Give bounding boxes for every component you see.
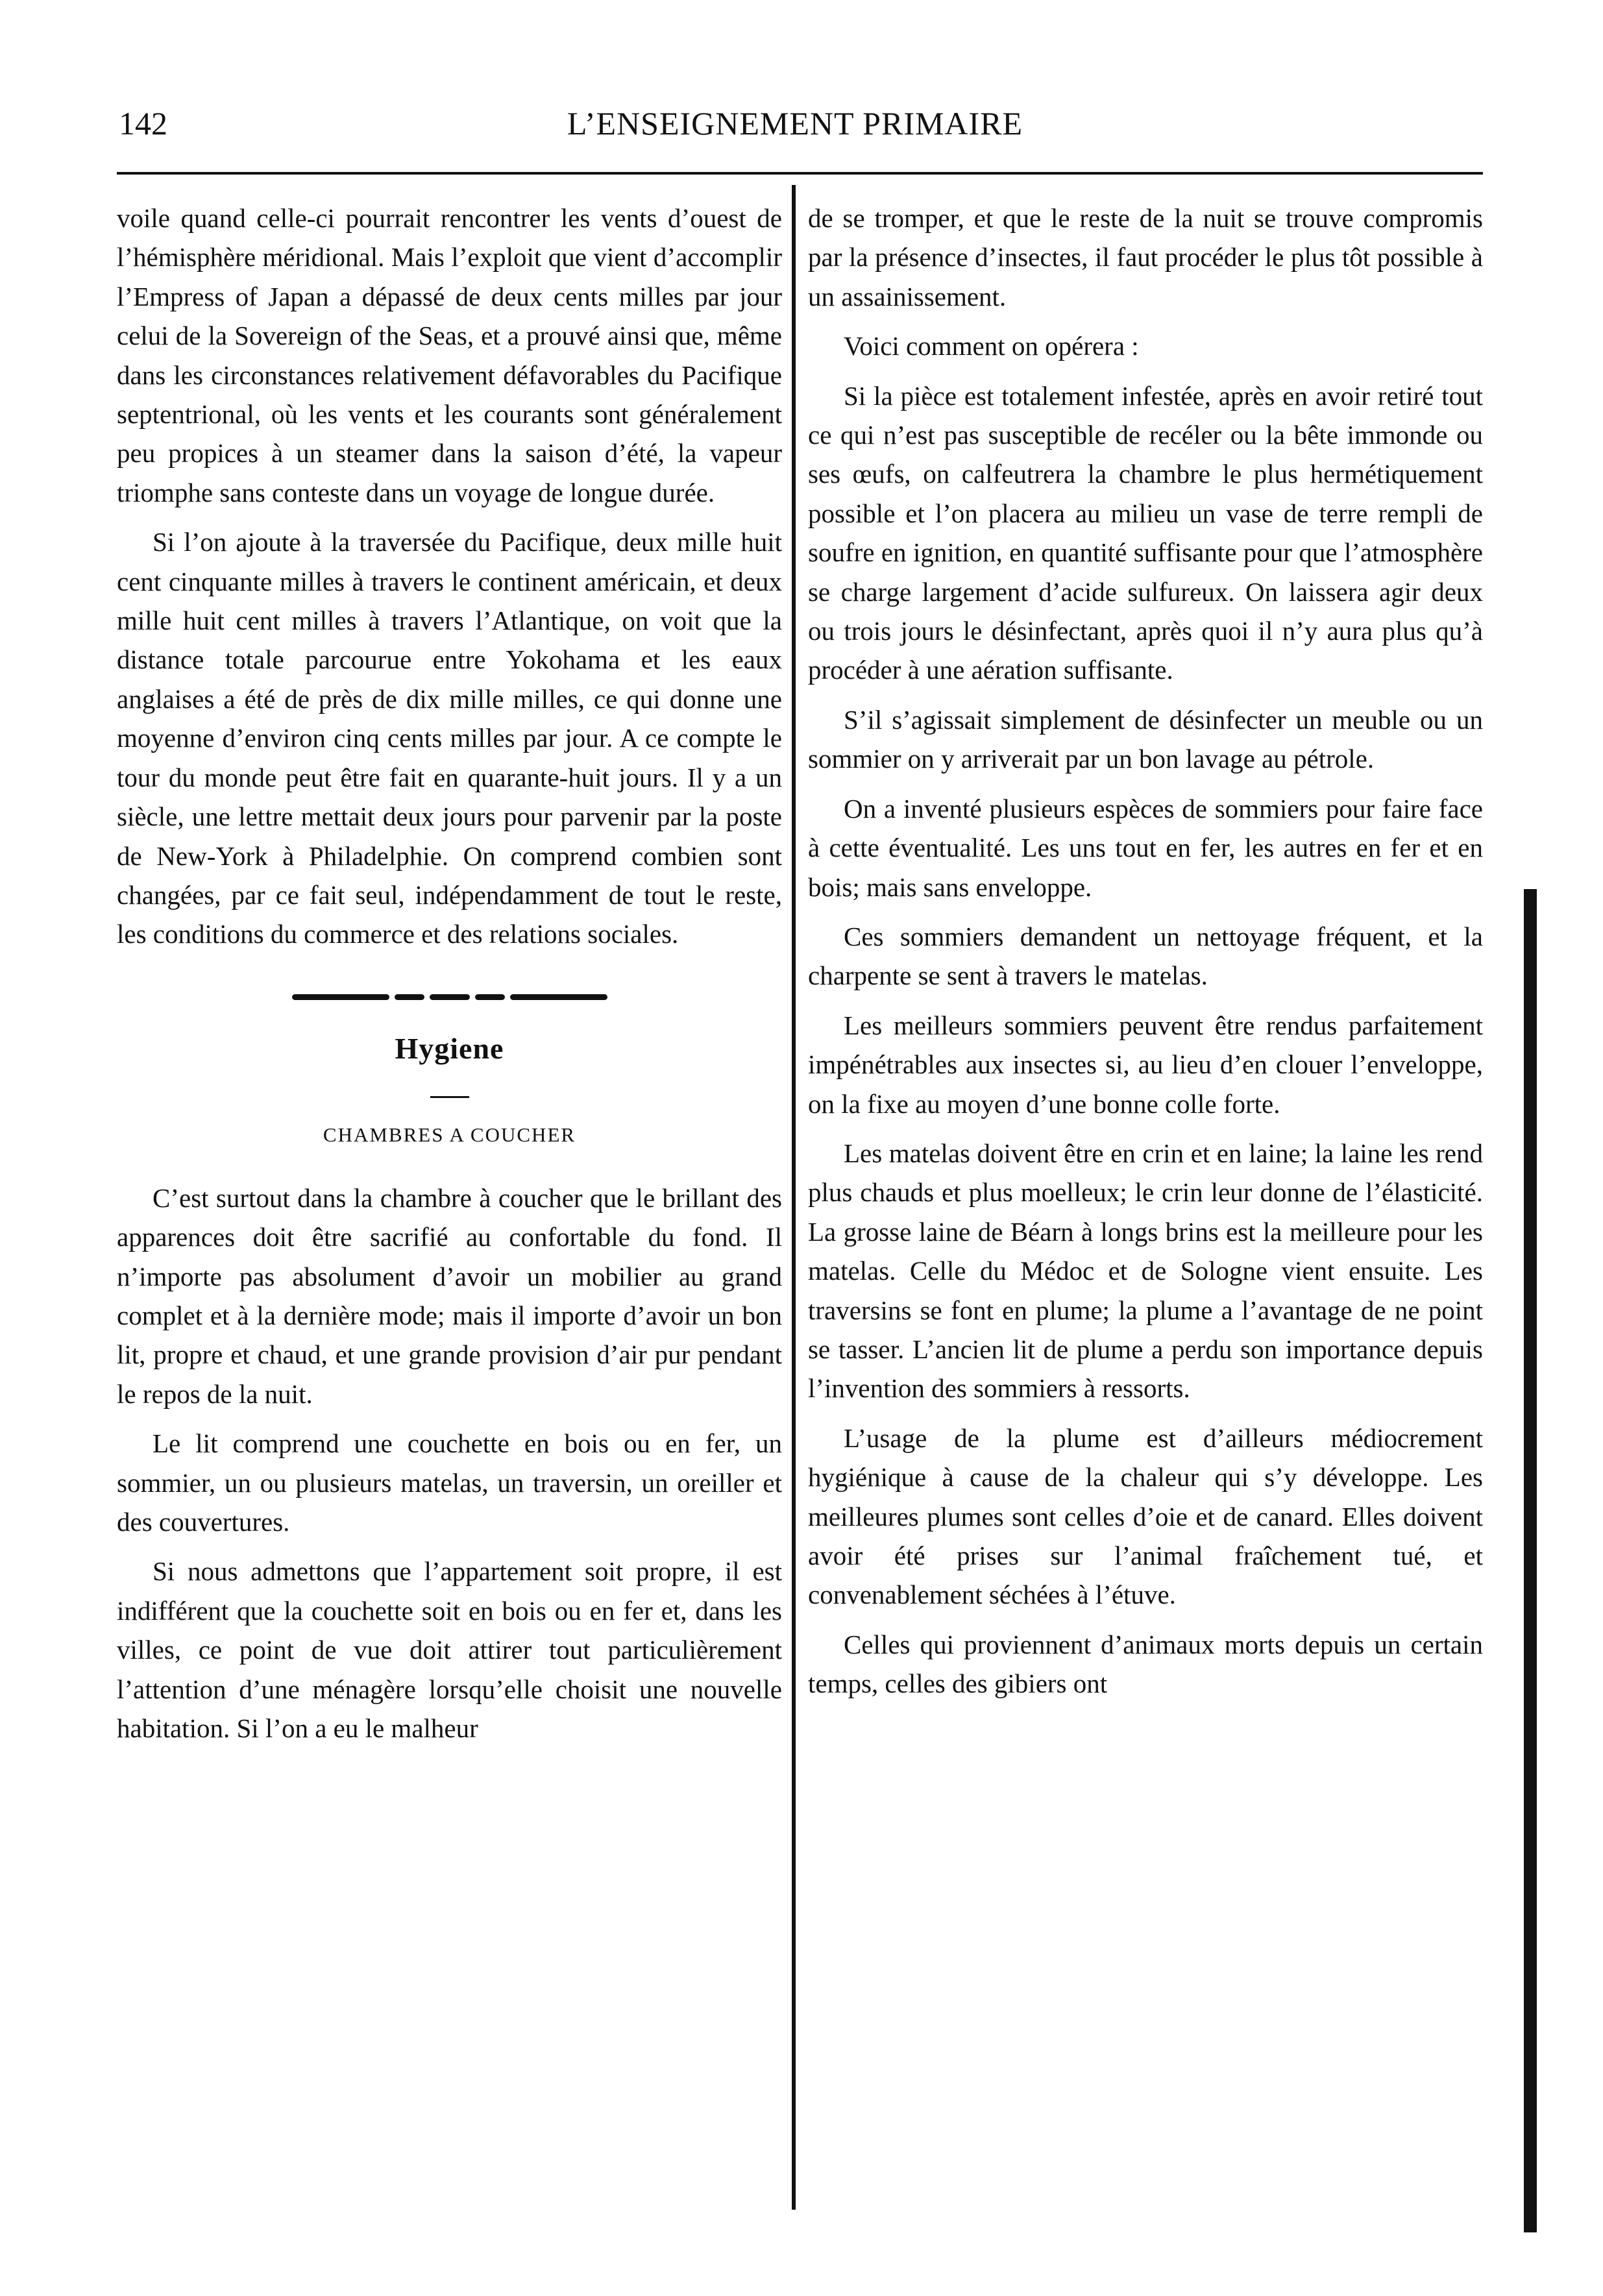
- page-edge-bar: [1524, 889, 1537, 2232]
- section-title: Hygiene: [395, 1031, 504, 1065]
- paragraph: voile quand celle-ci pourrait rencontrer les vents d’ouest de l’hémisphère méridional. Mais l’exploit que vient d’accomplir l’Empress of Japan a dépassé de deux cents milles par jour celui de la Sovereign of the Seas, et a prouvé ainsi que, même dans les circonstances relativement défavorables du Pacifique septentrional, où les vents et les courants sont généralement peu propices à un steamer dans la saison d’été, la vapeur triomphe sans conteste dans un voyage de longue durée.: [117, 203, 782, 507]
- paragraph: Ces sommiers demandent un nettoyage fréquent, et la charpente se sent à travers le matelas.: [808, 921, 1483, 991]
- paragraph: Le lit comprend une couchette en bois ou en fer, un sommier, un ou plusieurs matelas, un traversin, un oreiller et des couvertures.: [117, 1428, 782, 1537]
- paragraph: Si nous admettons que l’appartement soit propre, il est indifférent que la couchette soit en bois ou en fer et, dans les villes, ce point de vue doit attirer tout particulièrement l’attention d’une ménagère lorsqu’elle choisit une nouvelle habitation. Si l’on a eu le malheur: [117, 1556, 782, 1743]
- ornamental-divider: [117, 994, 782, 1000]
- left-column: [117, 199, 782, 1758]
- paragraph: L’usage de la plume est d’ailleurs médiocrement hygiénique à cause de la chaleur qui s’y développe. Les meilleures plumes sont celles d’oie et de canard. Elles doivent avoir été prises sur l’animal fraîchement tué, et convenablement séchées à l’étuve.: [808, 1423, 1483, 1610]
- header-rule: [117, 172, 1483, 175]
- paragraph: On a inventé plusieurs espèces de sommiers pour faire face à cette éventualité. Les uns tout en fer, les autres en fer et en bois; mais sans enveloppe.: [808, 793, 1483, 902]
- paragraph: S’il s’agissait simplement de désinfecter un meuble ou un sommier on y arriverait par un bon lavage au pétrole.: [808, 704, 1483, 774]
- page-number: 142: [119, 105, 167, 141]
- paragraph: de se tromper, et que le reste de la nuit se trouve compromis par la présence d’insectes, il faut procéder le plus tôt possible à un assainissement.: [808, 203, 1483, 311]
- paragraph: Les meilleurs sommiers peuvent être rendus parfaitement impénétrables aux insectes si, au lieu d’en clouer l’enveloppe, on la fixe au moyen d’une bonne colle forte.: [808, 1010, 1483, 1119]
- column-divider: [792, 185, 796, 2210]
- paragraph: Les matelas doivent être en crin et en laine; la laine les rend plus chauds et plus moelleux; le crin leur donne de l’élasticité. La grosse laine de Béarn à longs brins est la meilleure pour les matelas. Celle du Médoc et de Sologne vient ensuite. Les traversins se font en plume; la plume a l’avantage de ne point se tasser. L’ancien lit de plume a perdu son importance depuis l’invention des sommiers à ressorts.: [808, 1138, 1483, 1404]
- running-title: L’ENSEIGNEMENT PRIMAIRE: [567, 105, 1023, 141]
- paragraph: Celles qui proviennent d’animaux morts depuis un certain temps, celles des gibiers ont: [808, 1629, 1483, 1699]
- section-subheading: CHAMBRES A COUCHER: [323, 1123, 576, 1146]
- paragraph: Si l’on ajoute à la traversée du Pacifique, deux mille huit cent cinquante milles à travers le continent américain, et deux mille huit cent milles à travers l’Atlantique, on voit que la distance totale parcourue entre Yokohama et les eaux anglaises a été de près de dix mille milles, ce qui donne une moyenne d’environ cinq cents milles par jour. A ce compte le tour du monde peut être fait en quarante-huit jours. Il y a un siècle, une lettre mettait deux jours pour parvenir par la poste de New-York à Philadelphie. On comprend combien sont changées, par ce fait seul, indépendamment de tout le reste, les conditions du commerce et des relations sociales.: [117, 527, 782, 949]
- right-column: [808, 199, 1483, 1714]
- title-rule: [430, 1096, 469, 1098]
- page-header: [107, 97, 1483, 149]
- paragraph: C’est surtout dans la chambre à coucher que le brillant des apparences doit être sacrifié au confortable du fond. Il n’importe pas absolument d’avoir un mobilier au grand complet et à la dernière mode; mais il importe d’avoir un bon lit, propre et chaud, et une grande provision d’air pur pendant le repos de la nuit.: [117, 1182, 782, 1409]
- paragraph: Si la pièce est totalement infestée, après en avoir retiré tout ce qui n’est pas susceptible de recéler ou la bête immonde ou ses œufs, on calfeutrera la chambre le plus hermétiquement possible et l’on placera au milieu un vase de terre rempli de soufre en ignition, en quantité suffisante pour que l’atmosphère se charge largement d’acide sulfureux. On laissera agir deux ou trois jours le désinfectant, après quoi il n’y aura plus qu’à procéder à une aération suffisante.: [808, 380, 1483, 685]
- paragraph: Voici comment on opérera :: [844, 331, 1139, 361]
